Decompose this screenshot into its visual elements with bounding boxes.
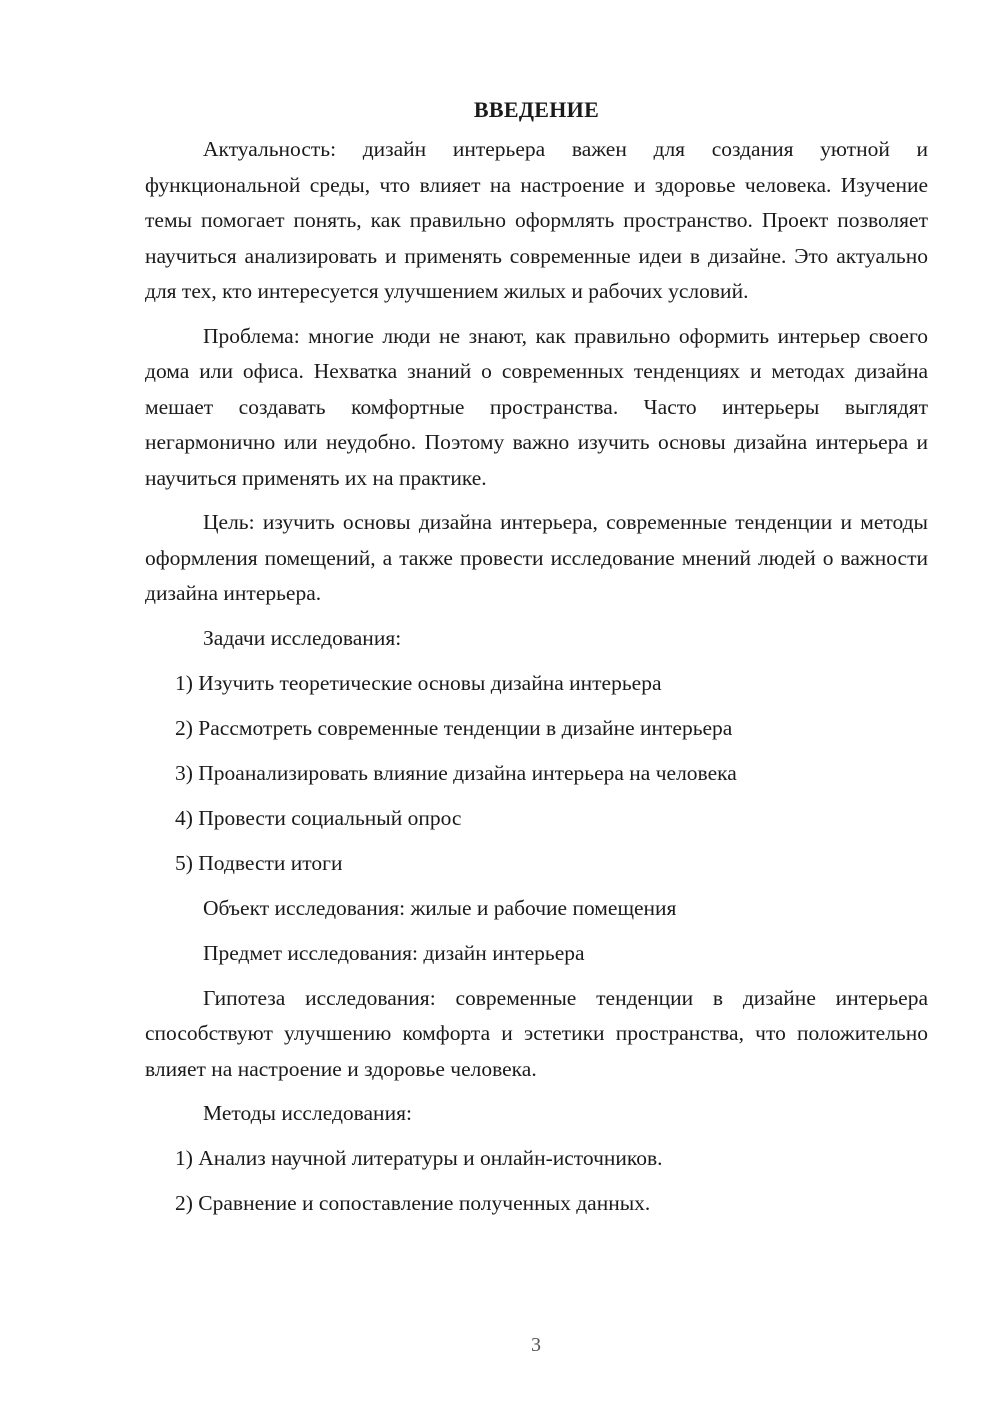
page-number: 3 <box>531 1334 541 1356</box>
method-item-1: 1) Анализ научной литературы и онлайн-источников. <box>175 1146 663 1170</box>
goal-paragraph: Цель: изучить основы дизайна интерьера, современные тенденции и методы оформления помещений, а также провести исследование мнений людей о важности дизайна интерьера. <box>145 510 928 605</box>
page-title: ВВЕДЕНИЕ <box>473 97 600 122</box>
tasks-heading: Задачи исследования: <box>203 625 402 650</box>
research-object: Объект исследования: жилые и рабочие помещения <box>203 895 677 920</box>
task-item-1: 1) Изучить теоретические основы дизайна интерьера <box>175 670 662 695</box>
task-item-4: 4) Провести социальный опрос <box>175 805 462 830</box>
task-item-5: 5) Подвести итоги <box>175 850 343 875</box>
method-item-2: 2) Сравнение и сопоставление полученных данных. <box>175 1191 651 1215</box>
task-item-3: 3) Проанализировать влияние дизайна интерьера на человека <box>175 760 737 785</box>
methods-heading: Методы исследования: <box>203 1101 412 1125</box>
relevance-paragraph: Актуальность: дизайн интерьера важен для создания уютной и функциональной среды, что влияет на настроение и здоровье человека. Изучение темы помогает понять, как правильно оформлять пространство. Проект позволяет научиться анализировать и применять современные идеи в дизайне. Это актуально для тех, кто интересуется улучшением жилых и рабочих условий. <box>145 137 928 303</box>
hypothesis-paragraph: Гипотеза исследования: современные тенденции в дизайне интерьера способствуют улучшению комфорта и эстетики пространства, что положительно влияет на настроение и здоровье человека. <box>145 985 928 1081</box>
research-subject: Предмет исследования: дизайн интерьера <box>203 940 585 965</box>
problem-paragraph: Проблема: многие люди не знают, как правильно оформить интерьер своего дома или офиса. Нехватка знаний о современных тенденциях и методах дизайна мешает создавать комфортные пространства. Часто интерьеры выглядят негармонично или неудобно. Поэтому важно изучить основы дизайна интерьера и научиться применять их на практике. <box>145 323 928 490</box>
task-item-2: 2) Рассмотреть современные тенденции в дизайне интерьера <box>175 715 733 740</box>
document-page <box>145 92 928 1231</box>
